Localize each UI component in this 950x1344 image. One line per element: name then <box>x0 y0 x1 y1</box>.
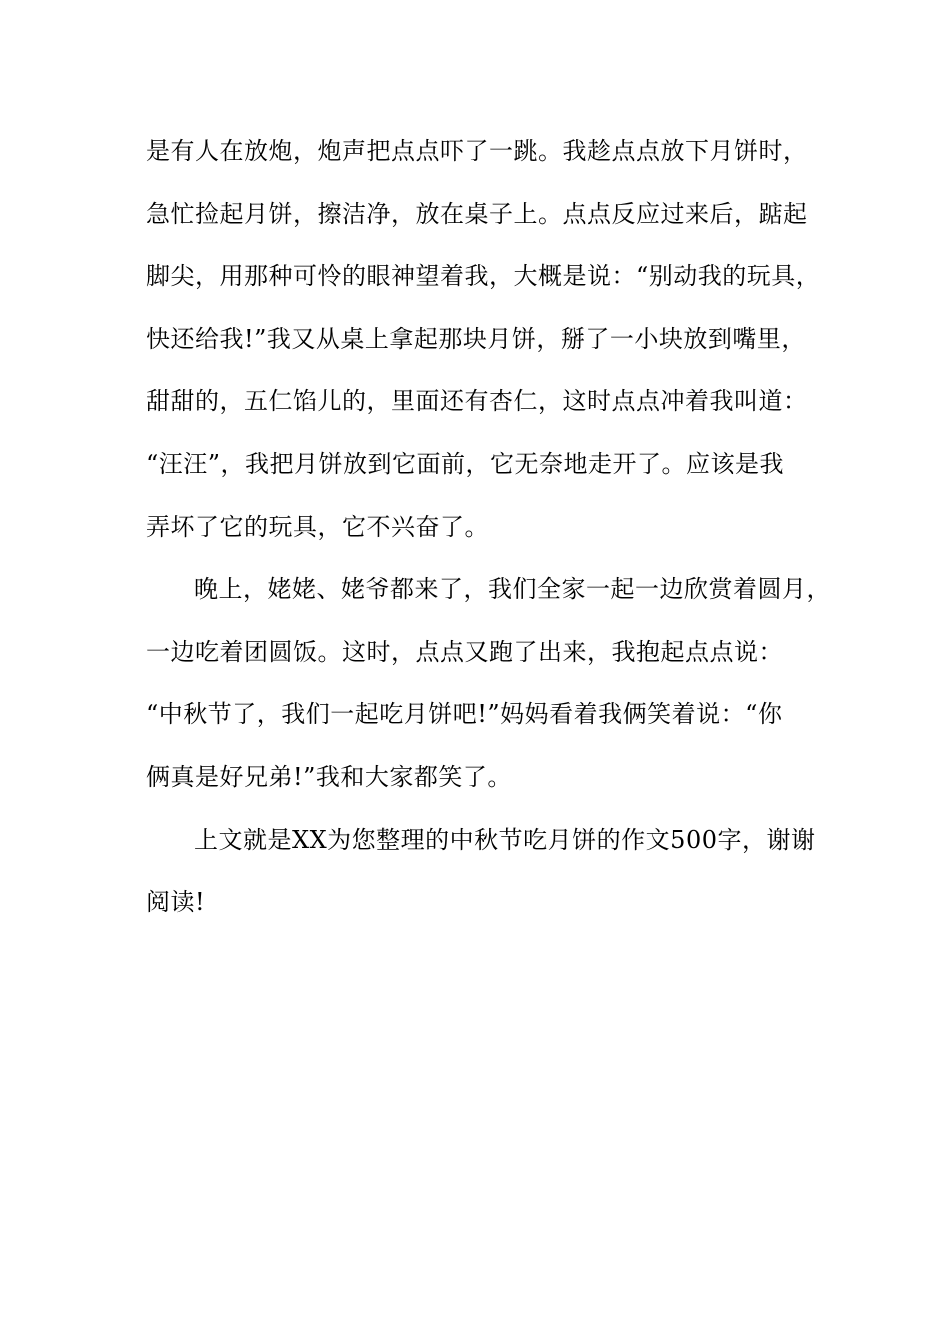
text-line: 快还给我!”我又从桌上拿起那块月饼，掰了一小块放到嘴里， <box>146 324 806 353</box>
text-line: 甜甜的，五仁馅儿的，里面还有杏仁，这时点点冲着我叫道： <box>146 387 808 416</box>
text-line: 弄坏了它的玩具，它不兴奋了。 <box>146 512 489 541</box>
text-line: 俩真是好兄弟!”我和大家都笑了。 <box>146 762 512 791</box>
text-line: 急忙捡起月饼，擦洁净，放在桌子上。点点反应过来后，踮起 <box>146 199 808 228</box>
paragraph-start-line: 晚上，姥姥、姥爷都来了，我们全家一起一边欣赏着圆月， <box>194 575 831 604</box>
text-line: 阅读! <box>146 888 206 917</box>
text-line: “中秋节了，我们一起吃月饼吧!”妈妈看着我俩笑着说：“你 <box>146 700 783 729</box>
paragraph-start-line: 上文就是XX为您整理的中秋节吃月饼的作文500字，谢谢 <box>194 825 816 854</box>
text-line: 一边吃着团圆饭。这时，点点又跑了出来，我抱起点点说： <box>146 637 783 666</box>
text-line: 脚尖，用那种可怜的眼神望着我，大概是说：“别动我的玩具， <box>146 262 821 291</box>
text-line: 是有人在放炮，炮声把点点吓了一跳。我趁点点放下月饼时， <box>146 137 808 165</box>
text-line: “汪汪”，我把月饼放到它面前，它无奈地走开了。应该是我 <box>146 449 785 478</box>
document-body <box>146 126 836 940</box>
